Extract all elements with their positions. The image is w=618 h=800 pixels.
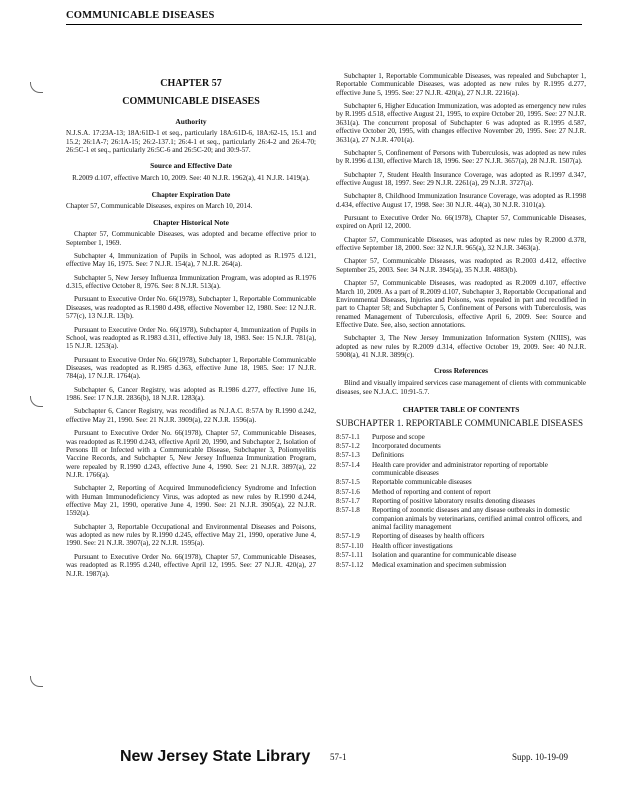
toc-number: 8:57-1.4 — [336, 460, 360, 469]
authority-text: N.J.S.A. 17:23A-13; 18A:61D-1 et seq., particularly 18A:61D-6, 18A:62-15, 15.1 and 15.2; 26:1A-7; 26:1A-15; 26:2-137.1; 26:4-1 et seq., particularly 26:4-2 and 26:4-70; 26:5C-1 et seq., particularly 26:5C-6 and 26:5C-20; and 30:9-57. — [66, 129, 316, 155]
history-note: Pursuant to Executive Order No. 66(1978), Subchapter 1, Reportable Communicable Diseases, was readopted as R.1980 d.498, effective November 12, 1980. See: 12 N.J.R. 577(c), 13 N.J.R. 13(b). — [66, 295, 316, 321]
history-note: Subchapter 7, Student Health Insurance Coverage, was adopted as R.1997 d.347, effective August 18, 1997. See: 29 N.J.R. 2261(a), 29 N.J.R. 3727(a). — [336, 170, 586, 187]
history-note: Pursuant to Executive Order No. 66(1978), Subchapter 4, Immunization of Pupils in School, was readopted as R.1983 d.311, effective July 18, 1983. See: 15 N.J.R. 781(a), 15 N.J.R. 1253(a). — [66, 325, 316, 351]
toc-number: 8:57-1.7 — [336, 497, 360, 506]
toc-title: Isolation and quarantine for communicable disease — [372, 551, 517, 560]
toc-item — [336, 442, 586, 450]
toc-number: 8:57-1.8 — [336, 506, 360, 515]
toc-title: Medical examination and specimen submission — [372, 560, 507, 569]
history-note: Subchapter 3, The New Jersey Immunization Information System (NJIIS), was adopted as new rules by R.2009 d.314, effective October 19, 2009. See: 40 N.J.R. 5908(a), 41 N.J.R. 3899(c). — [336, 334, 586, 360]
margin-mark — [30, 82, 43, 93]
history-note: Pursuant to Executive Order No. 66(1978), Chapter 57, Communicable Diseases, expired on April 12, 2000. — [336, 214, 586, 231]
toc-number: 8:57-1.2 — [336, 441, 360, 450]
toc-number: 8:57-1.6 — [336, 487, 360, 496]
history-note: Pursuant to Executive Order No. 66(1978), Chapter 57, Communicable Diseases, was readopted as R.1995 d.240, effective April 12, 1995. See: 27 N.J.R. 420(a), 27 N.J.R. 1987(a). — [66, 552, 316, 578]
margin-mark — [30, 396, 43, 407]
toc-number: 8:57-1.10 — [336, 541, 364, 550]
history-note: Pursuant to Executive Order No. 66(1978), Subchapter 1, Reportable Communicable Diseases, was readopted as R.1985 d.363, effective June 18, 1985. See: 17 N.J.R. 784(a), 17 N.J.R. 1764(a). — [66, 355, 316, 381]
running-header: COMMUNICABLE DISEASES — [66, 10, 582, 25]
toc-title: Reporting of diseases by health officers — [372, 532, 485, 541]
toc-item — [336, 532, 586, 540]
history-note: Subchapter 1, Reportable Communicable Diseases, was repealed and Subchapter 1, Reportable Communicable Diseases, was adopted as new rules by R.1995 d.277, effective June 5, 1995. See: 27 N.J.R. 420(a), 27 N.J.R. 2216(a). — [336, 72, 586, 97]
toc-item — [336, 478, 586, 486]
authority-heading: Authority — [175, 116, 207, 126]
history-note: Chapter 57, Communicable Diseases, was readopted as R.2009 d.107, effective March 10, 2009. As a part of R.2009 d.107, Subchapter 3, Reportable Occupational and Environmental Diseases, Injuries and Poisons, was repealed in part and recodified in part to Chapter 58; and Subchapter 5, Confinement of Persons with Tuberculosis, was renamed Management of Tuberculosis, effective April 6, 2009. See: Source and Effective Date. See, also, section annotations. — [336, 279, 586, 329]
history-note: Subchapter 6, Cancer Registry, was recodified as N.J.A.C. 8:57A by R.1990 d.242, effective May 21, 1990. See: 21 N.J.R. 3909(a), 22 N.J.R. 1596(a). — [66, 407, 316, 424]
history-note: Chapter 57, Communicable Diseases, was adopted as new rules by R.2000 d.378, effective September 18, 2000. See: 32 N.J.R. 965(a), 32 N.J.R. 3463(a). — [336, 235, 586, 253]
toc-number: 8:57-1.9 — [336, 532, 360, 541]
toc-number: 8:57-1.11 — [336, 551, 364, 560]
history-note: Subchapter 5, New Jersey Influenza Immunization Program, was adopted as R.1976 d.315, effective October 8, 1976. See: 8 N.J.R. 513(a). — [66, 273, 316, 291]
history-note: Subchapter 8, Childhood Immunization Insurance Coverage, was adopted as R.1998 d.434, effective August 17, 1998. See: 30 N.J.R. 44(a), 30 N.J.R. 3101(a). — [336, 192, 586, 209]
toc-title: Reporting of positive laboratory results denoting diseases — [372, 497, 536, 506]
history-note: Subchapter 6, Higher Education Immunization, was adopted as emergency new rules by R.1995 d.518, effective August 21, 1995, to expire October 20, 1995. See: 27 N.J.R. 3631(a). The concurrent proposal of Subchapter 6 was adopted as R.1995 d.587, effective October 20, 1995, with changes effective November 20, 1995. See: 27 N.J.R. 3631(a), 27 N.J.R. 4701(a). — [336, 102, 586, 144]
table-of-contents — [336, 433, 586, 569]
history-note: Pursuant to Executive Order No. 66(1978), Chapter 57, Communicable Diseases, was readopted as R.1990 d.243, effective April 20, 1990, and Subchapter 2, Isolation of Persons Ill or Infected with a Communicable Disease, Subchapter 3, Poliomyelitis Vaccine Records, and Subchapter 5, New Jersey Influenza Immunization Program, were repealed by R.1990 d.243, effective June 4, 1990. See: 21 N.J.R. 3897(a), 22 N.J.R. 1766(a). — [66, 429, 316, 479]
toc-item — [336, 506, 586, 531]
cross-references-text: Blind and visually impaired services case management of clients with communicable diseases, see N.J.A.C. 10:91-5.7. — [336, 379, 586, 396]
left-column — [66, 78, 316, 583]
history-heading: Chapter Historical Note — [153, 217, 229, 227]
expiration-heading: Chapter Expiration Date — [151, 189, 231, 199]
toc-number: 8:57-1.5 — [336, 478, 360, 487]
chapter-number: CHAPTER 57 — [160, 78, 222, 89]
history-note: Chapter 57, Communicable Diseases, was adopted and became effective prior to September 1, 1969. — [66, 230, 316, 247]
supplement-date: Supp. 10-19-09 — [512, 752, 568, 762]
toc-number: 8:57-1.12 — [336, 560, 364, 569]
toc-title: Purpose and scope — [372, 432, 425, 441]
history-note: Subchapter 3, Reportable Occupational and Environmental Diseases and Poisons, was adopted as new rules by R.1990 d.245, effective May 21, 1990, operative June 4, 1990. See: 21 N.J.R. 3907(a), 22 N.J.R. 1595(a). — [66, 522, 316, 548]
subchapter-title: SUBCHAPTER 1. REPORTABLE COMMUNICABLE DISEASES — [336, 417, 584, 428]
toc-title: Reportable communicable diseases — [372, 478, 472, 487]
history-note: Subchapter 4, Immunization of Pupils in School, was adopted as R.1975 d.121, effective May 16, 1975. See: 7 N.J.R. 154(a), 7 N.J.R. 264(a). — [66, 252, 316, 269]
margin-mark — [30, 676, 43, 687]
toc-item — [336, 451, 586, 459]
toc-title: Method of reporting and content of report — [372, 487, 491, 496]
toc-number: 8:57-1.1 — [336, 432, 360, 441]
library-logo: New Jersey State Library — [120, 748, 311, 765]
toc-number: 8:57-1.3 — [336, 451, 360, 460]
toc-item — [336, 433, 586, 441]
toc-heading: CHAPTER TABLE OF CONTENTS — [402, 404, 520, 414]
expiration-text: Chapter 57, Communicable Diseases, expires on March 10, 2014. — [66, 202, 253, 211]
toc-item — [336, 561, 586, 569]
toc-item — [336, 497, 586, 505]
history-note: Subchapter 6, Cancer Registry, was adopted as R.1986 d.277, effective June 16, 1986. See: 17 N.J.R. 2836(b), 18 N.J.R. 1283(a). — [66, 385, 316, 403]
toc-item — [336, 551, 586, 559]
toc-item — [336, 488, 586, 496]
chapter-title: COMMUNICABLE DISEASES — [122, 95, 260, 107]
toc-item — [336, 542, 586, 550]
history-note: Subchapter 5, Confinement of Persons with Tuberculosis, was adopted as new rules by R.1996 d.130, effective March 18, 1996. See: 27 N.J.R. 3657(a), 28 N.J.R. 1507(a). — [336, 148, 586, 166]
toc-title: Health care provider and administrator reporting of reportable communicable diseases — [372, 460, 548, 477]
toc-item — [336, 461, 586, 478]
toc-title: Incorporated documents — [372, 441, 441, 450]
right-column — [336, 72, 586, 570]
cross-references-heading: Cross References — [433, 366, 489, 376]
toc-title: Definitions — [372, 451, 404, 460]
history-note: Subchapter 2, Reporting of Acquired Immunodeficiency Syndrome and Infection with Human Immunodeficiency Virus, was adopted as new rules by R.1990 d.244, effective May 21, 1990, operative June 4, 1990. See: 21 N.J.R. 3905(a), 22 N.J.R. 1592(a). — [66, 484, 316, 518]
toc-title: Health officer investigations — [372, 541, 453, 550]
page-number: 57-1 — [330, 752, 347, 762]
history-note: Chapter 57, Communicable Diseases, was readopted as R.2003 d.412, effective September 25, 2003. See: 34 N.J.R. 3945(a), 35 N.J.R. 4883(b). — [336, 257, 586, 274]
source-heading: Source and Effective Date — [150, 161, 232, 171]
toc-title: Reporting of zoonotic diseases and any disease outbreaks in domestic companion animals by veterinarians, certified animal control officers, and animal facility management — [372, 506, 582, 532]
source-text: R.2009 d.107, effective March 10, 2009. See: 40 N.J.R. 1962(a), 41 N.J.R. 1419(a). — [72, 174, 310, 183]
